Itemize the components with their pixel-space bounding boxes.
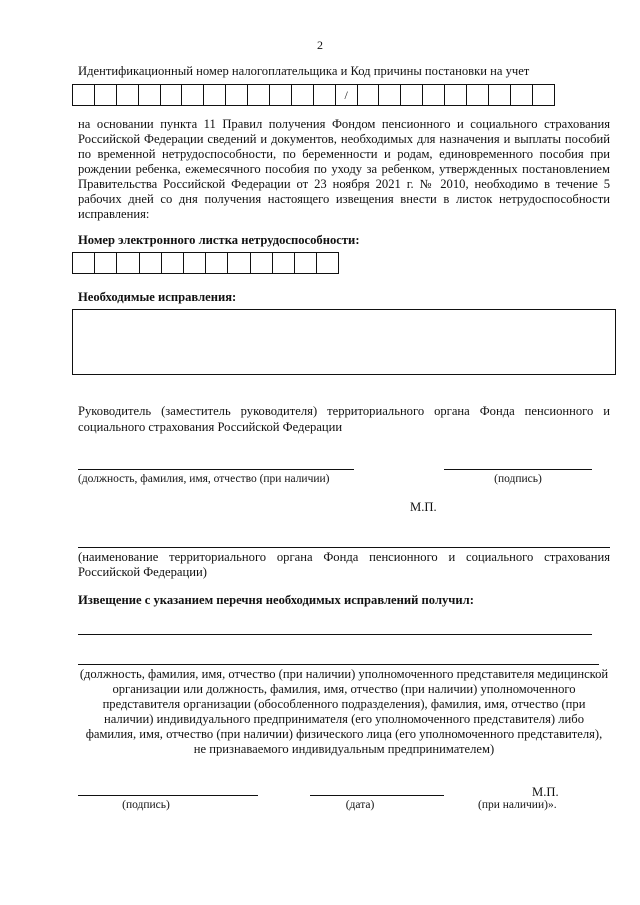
recipient-line-2[interactable] [78, 664, 599, 665]
inn-cell[interactable] [73, 84, 95, 106]
inn-cell[interactable] [139, 84, 161, 106]
eln-cell[interactable] [117, 252, 139, 274]
eln-cell[interactable] [295, 252, 317, 274]
inn-cell[interactable] [204, 84, 226, 106]
kpp-cell[interactable] [358, 84, 380, 106]
eln-cell[interactable] [273, 252, 295, 274]
kpp-cell[interactable] [533, 84, 555, 106]
kpp-cell[interactable] [379, 84, 401, 106]
head-paragraph: Руководитель (заместитель руководителя) территориального органа Фонда пенсионного и социального страхования Российской Федерации [78, 404, 610, 434]
eln-number-cells [72, 252, 339, 274]
caption-recipient: (должность, фамилия, имя, отчество (при наличии) уполномоченного представителя медицинской организации или должность, фамилия, имя, отчество (при наличии) уполномоченного представителя организации (обособленного подразделения), фамилия, имя, отчество (при наличии) индивидуального предпринимателя (его уполномоченного представителя) либо фамилия, имя, отчество (при наличии) физического лица (его уполномоченного представителя), не признаваемого индивидуальным предпринимателем) [79, 667, 609, 756]
received-label: Извещение с указанием перечня необходимых исправлений получил: [78, 593, 474, 607]
eln-cell[interactable] [184, 252, 206, 274]
eln-cell[interactable] [140, 252, 162, 274]
inn-kpp-cells [72, 84, 555, 106]
kpp-cell[interactable] [489, 84, 511, 106]
eln-cell[interactable] [251, 252, 273, 274]
inn-cell[interactable] [248, 84, 270, 106]
kpp-cell[interactable] [467, 84, 489, 106]
inn-cell[interactable] [314, 84, 336, 106]
head-signature-line[interactable] [444, 469, 592, 470]
corrections-label: Необходимые исправления: [78, 290, 237, 304]
caption-date: (дата) [345, 799, 375, 811]
recipient-signature-line[interactable] [78, 795, 258, 796]
head-position-line[interactable] [78, 469, 354, 470]
org-name-line[interactable] [78, 547, 610, 548]
caption-signature: (подпись) [494, 473, 542, 485]
stamp-label-bottom: М.П. [532, 785, 559, 799]
caption-stamp-optional: (при наличии)». [478, 799, 557, 811]
eln-cell[interactable] [206, 252, 228, 274]
eln-cell[interactable] [228, 252, 250, 274]
caption-position-name: (должность, фамилия, имя, отчество (при наличии) [78, 473, 330, 485]
recipient-date-line[interactable] [310, 795, 444, 796]
stamp-label: М.П. [410, 500, 437, 514]
kpp-cell[interactable] [511, 84, 533, 106]
inn-kpp-label: Идентификационный номер налогоплательщика и Код причины постановки на учет [78, 64, 530, 78]
kpp-cell[interactable] [445, 84, 467, 106]
inn-cell[interactable] [292, 84, 314, 106]
eln-cell[interactable] [317, 252, 339, 274]
kpp-cell[interactable] [423, 84, 445, 106]
eln-cell[interactable] [73, 252, 95, 274]
inn-cell[interactable] [182, 84, 204, 106]
eln-label: Номер электронного листка нетрудоспособности: [78, 233, 360, 247]
inn-cell[interactable] [161, 84, 183, 106]
eln-cell[interactable] [95, 252, 117, 274]
caption-org-name: (наименование территориального органа Фонда пенсионного и социального страхования Российской Федерации) [78, 550, 610, 579]
page-number: 2 [317, 38, 323, 52]
inn-cell[interactable] [270, 84, 292, 106]
eln-cell[interactable] [162, 252, 184, 274]
recipient-line-1[interactable] [78, 634, 592, 635]
kpp-cell[interactable] [401, 84, 423, 106]
caption-signature-bottom: (подпись) [122, 799, 170, 811]
inn-kpp-separator: / [336, 84, 358, 106]
inn-cell[interactable] [226, 84, 248, 106]
basis-paragraph: на основании пункта 11 Правил получения Фондом пенсионного и социального страхования Российской Федерации сведений и документов, необходимых для назначения и выплаты пособий по временной нетрудоспособности, по беременности и родам, единовременного пособия при рождении ребенка, ежемесячного пособия по уходу за ребенком, утвержденных постановлением Правительства Российской Федерации от 23 ноября 2021 г. № 2010, необходимо в течение 5 рабочих дней со дня получения настоящего извещения внести в листок нетрудоспособности исправления: [78, 117, 610, 221]
inn-cell[interactable] [95, 84, 117, 106]
inn-cell[interactable] [117, 84, 139, 106]
corrections-box[interactable] [72, 309, 616, 375]
